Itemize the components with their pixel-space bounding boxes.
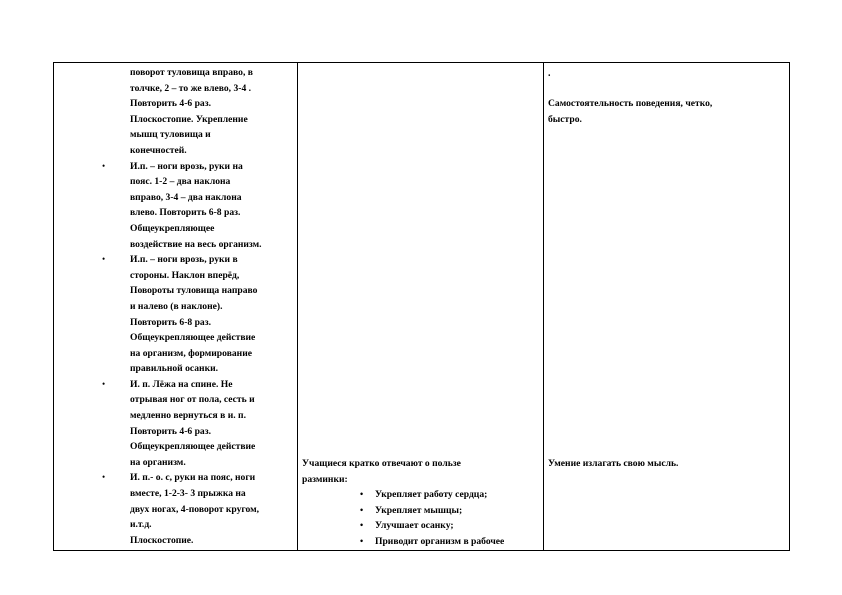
text-line: Учащиеся кратко отвечают о пользе xyxy=(302,458,461,469)
text-line: конечностей. xyxy=(130,144,187,156)
bullet-icon: • xyxy=(360,535,364,546)
result-text: Умение излагать свою мысль. xyxy=(548,458,679,469)
text-line: Общеукрепляющее действие xyxy=(130,441,256,453)
text-line: Повторить 6-8 раз. xyxy=(130,316,211,328)
text-line: правильной осанки. xyxy=(130,363,219,375)
text-line: на организм. xyxy=(130,456,186,468)
exercise-item xyxy=(102,470,294,548)
list-item xyxy=(302,503,540,519)
exercise-item xyxy=(102,159,294,253)
column-divider-1 xyxy=(297,62,298,551)
text-line: Самостоятельность поведения, четко, xyxy=(548,98,713,109)
text-line: быстро. xyxy=(548,113,582,125)
text-line: отрывая ног от пола, сесть и xyxy=(130,394,255,406)
text-line: вправо, 3-4 – два наклона xyxy=(130,191,242,203)
text-line: на организм, формирование xyxy=(130,347,252,359)
table-top-border xyxy=(53,62,789,63)
bullet-icon: • xyxy=(360,520,364,531)
text-line: воздействие на весь организм. xyxy=(130,238,262,250)
text-line: мышц туловища и xyxy=(130,129,211,141)
text-line: Общеукрепляющее xyxy=(130,222,215,234)
result-marker: . xyxy=(548,68,551,79)
text-line: Повторить 4-6 раз. xyxy=(130,98,211,110)
bullet-icon: • xyxy=(102,160,106,171)
student-activity-column xyxy=(302,456,540,550)
list-item-label: Улучшает осанку; xyxy=(375,520,454,532)
exercise-intro xyxy=(108,65,294,159)
text-line: Общеукрепляющее действие xyxy=(130,332,256,344)
text-line: Повороты туловища направо xyxy=(130,285,258,297)
text-line: И.п. – ноги врозь, руки в xyxy=(130,254,238,266)
text-line: поворот туловища вправо, в xyxy=(130,67,253,78)
text-line: И. п. Лёжа на спине. Не xyxy=(130,378,233,390)
text-line: и налево (в наклоне). xyxy=(130,300,223,312)
bullet-icon: • xyxy=(102,254,106,265)
exercise-column xyxy=(102,65,294,548)
bullet-icon: • xyxy=(102,472,106,483)
table-right-border xyxy=(789,62,790,551)
column-divider-2 xyxy=(543,62,544,551)
exercise-item xyxy=(102,252,294,377)
table-bottom-border xyxy=(53,550,789,551)
text-line: толчке, 2 – то же влево, 3-4 . xyxy=(130,82,252,94)
text-line: Повторить 4-6 раз. xyxy=(130,425,211,437)
text-line: вместе, 1-2-3- 3 прыжка на xyxy=(130,488,246,500)
exercise-item xyxy=(102,377,294,471)
table-left-border xyxy=(53,62,54,551)
text-line: разминки: xyxy=(302,473,348,485)
text-line: двух ногах, 4-поворот кругом, xyxy=(130,503,260,515)
list-item xyxy=(302,487,540,503)
text-line: влево. Повторить 6-8 раз. xyxy=(130,207,241,219)
text-line: Плоскостопие. xyxy=(130,534,194,546)
text-line: И. п.- о. с, руки на пояс, ноги xyxy=(130,472,256,484)
list-item-label: Укрепляет мышцы; xyxy=(375,504,463,516)
bullet-icon: • xyxy=(360,504,364,515)
result-text xyxy=(548,96,712,127)
bullet-icon: • xyxy=(360,489,364,500)
text-line: И.п. – ноги врозь, руки на xyxy=(130,160,243,172)
list-item xyxy=(302,534,540,550)
text-line: и.т.д. xyxy=(130,519,152,531)
list-item-label: Укрепляет работу сердца; xyxy=(375,489,488,501)
bullet-icon: • xyxy=(102,378,106,389)
text-line: стороны. Наклон вперёд, xyxy=(130,269,240,281)
text-line: пояс. 1-2 – два наклона xyxy=(130,176,231,188)
list-item-label: Приводит организм в рабочее xyxy=(375,535,505,547)
list-item xyxy=(302,518,540,534)
text-line: медленно вернуться в и. п. xyxy=(130,410,246,422)
text-line: Плоскостопие. Укрепление xyxy=(130,113,248,125)
